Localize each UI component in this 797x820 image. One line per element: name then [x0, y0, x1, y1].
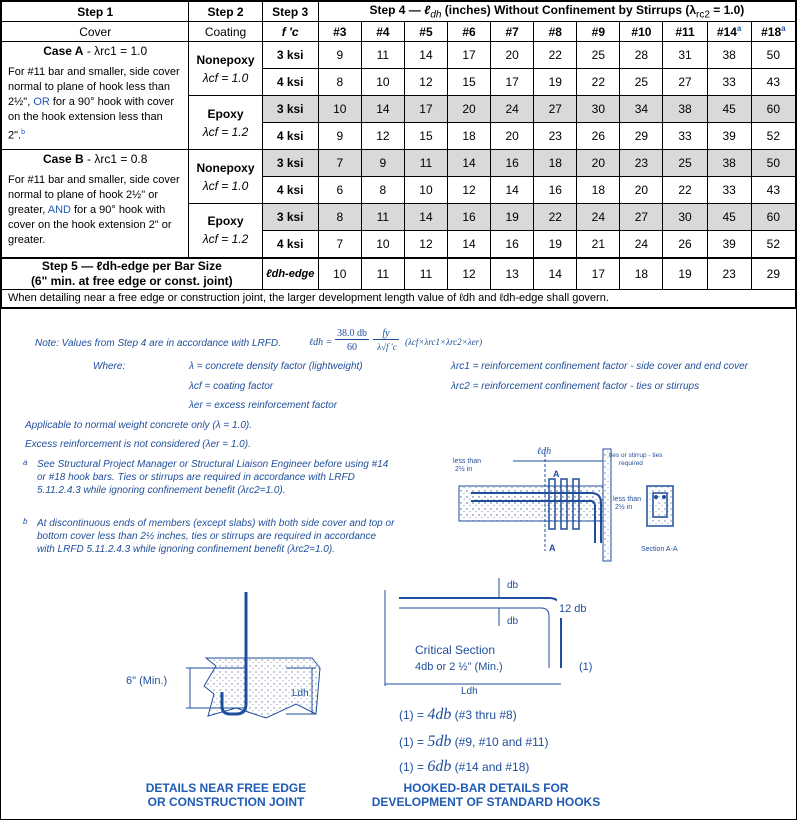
less-than-label: less than [453, 458, 482, 465]
lambda-rc2-def: λrc2 = reinforcement confinement factor - ties or stirrups [451, 381, 700, 392]
value-cell: 12 [361, 123, 404, 150]
value-cell: 34 [620, 96, 663, 123]
value-cell: 7 [318, 150, 361, 177]
value-cell: 9 [361, 150, 404, 177]
value-cell: 17 [491, 69, 534, 96]
value-cell: 23 [620, 150, 663, 177]
edge-value-cell: 29 [751, 258, 795, 290]
value-cell: 18 [577, 177, 620, 204]
section-a-top: A [553, 469, 560, 479]
value-cell: 16 [491, 231, 534, 258]
value-cell: 12 [448, 177, 491, 204]
value-cell: 52 [751, 123, 795, 150]
value-cell: 10 [404, 177, 447, 204]
value-cell: 15 [448, 69, 491, 96]
less-than-value-2: 2½ in [615, 504, 633, 511]
value-cell: 9 [318, 123, 361, 150]
value-cell: 8 [318, 69, 361, 96]
footnote-a-mark: a [23, 458, 28, 467]
value-cell: 26 [663, 231, 707, 258]
bar-size-header: #11 [663, 22, 707, 42]
value-cell: 20 [491, 123, 534, 150]
bar-size-header: #14$^a$ [707, 22, 751, 42]
table-row [2, 42, 796, 69]
coating-epoxy: Epoxy λcf = 1.2 [189, 96, 262, 150]
fc-4ksi: 4 ksi [262, 177, 318, 204]
value-cell: 23 [534, 123, 577, 150]
ldh-label-right: Ldh [461, 686, 478, 696]
value-cell: 27 [663, 69, 707, 96]
govern-note-row [2, 290, 796, 308]
value-cell: 22 [663, 177, 707, 204]
footnote-a: See Structural Project Manager or Structural Liaison Engineer before using #14 or #18 hook bars. Ties or stirrups are required in accordance with LRFD 5.11.2.4.3 while ignoring confinement benefit (λrc2=1.0). [37, 459, 389, 496]
fc-3ksi: 3 ksi [262, 204, 318, 231]
coating-header: Coating [189, 22, 262, 42]
value-cell: 7 [318, 231, 361, 258]
lrfd-note: Note: Values from Step 4 are in accordance with LRFD. [35, 338, 281, 349]
table-row [2, 150, 796, 177]
value-cell: 11 [404, 150, 447, 177]
one-label: (1) [579, 661, 593, 673]
value-cell: 12 [404, 231, 447, 258]
value-cell: 17 [404, 96, 447, 123]
where-label: Where: [93, 361, 126, 372]
free-edge-diagram [116, 586, 336, 736]
development-length-table [1, 1, 796, 309]
standard-hook-title: HOOKED-BAR DETAILS FOR DEVELOPMENT OF STANDARD HOOKS [371, 781, 601, 809]
value-cell: 43 [751, 177, 795, 204]
value-cell: 25 [663, 150, 707, 177]
value-cell: 25 [620, 69, 663, 96]
value-cell: 8 [318, 204, 361, 231]
value-cell: 14 [491, 177, 534, 204]
value-cell: 39 [707, 231, 751, 258]
critical-section-label: Critical Section [415, 643, 496, 657]
bar-size-header: #7 [491, 22, 534, 42]
value-cell: 60 [751, 96, 795, 123]
edge-value-cell: 10 [318, 258, 361, 290]
value-cell: 16 [491, 150, 534, 177]
ldh-label-left: Ldh [292, 688, 309, 699]
four-db-label: 4db or 2 ½" (Min.) [415, 661, 503, 673]
value-cell: 15 [404, 123, 447, 150]
value-cell: 45 [707, 96, 751, 123]
bar-size-header: #5 [404, 22, 447, 42]
value-cell: 18 [534, 150, 577, 177]
standard-hook-diagram [379, 576, 599, 696]
value-cell: 14 [448, 231, 491, 258]
section-label: Section A-A [641, 546, 678, 553]
value-cell: 27 [620, 204, 663, 231]
coating-nonepoxy: Nonepoxy λcf = 1.0 [189, 42, 262, 96]
value-cell: 24 [620, 231, 663, 258]
fc-header: f ′c [262, 22, 318, 42]
db-label-1: db [507, 580, 519, 591]
value-cell: 22 [534, 204, 577, 231]
value-cell: 38 [663, 96, 707, 123]
less-than-label-2: less than [613, 496, 642, 503]
value-cell: 45 [707, 204, 751, 231]
step3-header: Step 3 [262, 2, 318, 22]
bar-size-header: #18$^a$ [751, 22, 795, 42]
value-cell: 39 [707, 123, 751, 150]
edge-value-cell: 12 [448, 258, 491, 290]
bar-size-header: #9 [577, 22, 620, 42]
fc-4ksi: 4 ksi [262, 69, 318, 96]
value-cell: 27 [534, 96, 577, 123]
cover-header: Cover [2, 22, 189, 42]
bar-size-header: #4 [361, 22, 404, 42]
fc-4ksi: 4 ksi [262, 231, 318, 258]
value-cell: 33 [663, 123, 707, 150]
fc-3ksi: 3 ksi [262, 96, 318, 123]
eq-1: (1) = 4db (#3 thru #8) [399, 706, 517, 723]
edge-value-cell: 11 [361, 258, 404, 290]
fc-4ksi: 4 ksi [262, 123, 318, 150]
value-cell: 14 [361, 96, 404, 123]
ties-label: ties or stirrup - ties [609, 452, 663, 459]
value-cell: 18 [448, 123, 491, 150]
fc-3ksi: 3 ksi [262, 42, 318, 69]
value-cell: 16 [448, 204, 491, 231]
free-edge-title: DETAILS NEAR FREE EDGE OR CONSTRUCTION JOINT [145, 781, 307, 809]
value-cell: 25 [577, 42, 620, 69]
value-cell: 30 [577, 96, 620, 123]
value-cell: 28 [620, 42, 663, 69]
value-cell: 43 [751, 69, 795, 96]
value-cell: 20 [448, 96, 491, 123]
value-cell: 19 [534, 69, 577, 96]
value-cell: 50 [751, 42, 795, 69]
value-cell: 19 [534, 231, 577, 258]
step5-row [2, 258, 796, 290]
value-cell: 20 [491, 42, 534, 69]
value-cell: 60 [751, 204, 795, 231]
value-cell: 26 [577, 123, 620, 150]
eq-2: (1) = 5db (#9, #10 and #11) [399, 733, 549, 750]
value-cell: 24 [491, 96, 534, 123]
step5-label: Step 5 — ℓdh-edge per Bar Size (6" min. at free edge or const. joint) [2, 258, 263, 290]
edge-value-cell: 11 [404, 258, 447, 290]
excess-reinf-note: Excess reinforcement is not considered (λer = 1.0). [25, 439, 251, 450]
value-cell: 10 [318, 96, 361, 123]
db-label-2: db [507, 616, 519, 627]
section-a-bottom: A [549, 543, 556, 553]
value-cell: 29 [620, 123, 663, 150]
edge-value-cell: 14 [534, 258, 577, 290]
lambda-cf-def: λcf = coating factor [189, 381, 274, 392]
coating-nonepoxy: Nonepoxy λcf = 1.0 [189, 150, 262, 204]
lambda-def: λ = concrete density factor (lightweight) [189, 361, 363, 372]
lambda-er-def: λer = excess reinforcement factor [189, 400, 338, 411]
value-cell: 22 [577, 69, 620, 96]
footnote-b-mark: b [23, 517, 28, 526]
eq-3: (1) = 6db (#14 and #18) [399, 758, 530, 775]
footnote-b: At discontinuous ends of members (except slabs) with both side cover and top or bottom cover less than 2½ inches, ties or stirrups are required in accordance with LRFD 5.11.2.4.3 while ignoring confinement benefit (λrc2=1.0). [37, 518, 395, 555]
case-b-cell: Case B - λrc1 = 0.8 For #11 bar and smaller, side cover normal to plane of hook 2½" or greater, AND for a 90° hook with cover on the hook extension 2" or greater. [2, 150, 189, 258]
ldh-formula: ℓdh = 38.0 db 60 fy λ√f ′c (λcf×λrc1×λrc2×λer) [309, 328, 483, 353]
value-cell: 6 [318, 177, 361, 204]
value-cell: 52 [751, 231, 795, 258]
value-cell: 21 [577, 231, 620, 258]
step1-header: Step 1 [2, 2, 189, 22]
twelve-db-label: 12 db [559, 603, 587, 615]
value-cell: 33 [707, 177, 751, 204]
bar-size-header: #8 [534, 22, 577, 42]
coating-epoxy: Epoxy λcf = 1.2 [189, 204, 262, 258]
less-than-value: 2½ in [455, 466, 473, 473]
case-a-cell: Case A - λrc1 = 1.0 For #11 bar and smaller, side cover normal to plane of hook less than 2½", OR for a 90° hook with cover on the hook extension less than 2".$^b$ [2, 42, 189, 150]
value-cell: 38 [707, 150, 751, 177]
value-cell: 11 [361, 42, 404, 69]
value-cell: 17 [448, 42, 491, 69]
bar-size-header: #6 [448, 22, 491, 42]
value-cell: 9 [318, 42, 361, 69]
edge-value-cell: 17 [577, 258, 620, 290]
value-cell: 16 [534, 177, 577, 204]
normal-weight-note: Applicable to normal weight concrete only (λ = 1.0). [25, 420, 252, 431]
six-inch-min-label: 6" (Min.) [126, 675, 168, 687]
bar-size-header: #10 [620, 22, 663, 42]
value-cell: 33 [707, 69, 751, 96]
value-cell: 30 [663, 204, 707, 231]
value-cell: 10 [361, 231, 404, 258]
value-cell: 10 [361, 69, 404, 96]
govern-note: When detailing near a free edge or construction joint, the larger development length value of ℓdh and ℓdh-edge shall govern. [2, 290, 796, 308]
hook-confinement-diagram [441, 441, 701, 566]
step5-symbol: ℓdh-edge [262, 258, 318, 290]
lambda-rc1-def: λrc1 = reinforcement confinement factor - side cover and end cover [451, 361, 749, 372]
edge-value-cell: 19 [663, 258, 707, 290]
value-cell: 50 [751, 150, 795, 177]
value-cell: 14 [448, 150, 491, 177]
value-cell: 14 [404, 42, 447, 69]
value-cell: 20 [577, 150, 620, 177]
edge-value-cell: 23 [707, 258, 751, 290]
value-cell: 31 [663, 42, 707, 69]
value-cell: 38 [707, 42, 751, 69]
ldh-label: ℓdh [537, 446, 552, 457]
bar-size-header: #3 [318, 22, 361, 42]
step2-header: Step 2 [189, 2, 262, 22]
edge-value-cell: 18 [620, 258, 663, 290]
step4-header: Step 4 — ℓ$_{dh}$ (inches) Without Confinement by Stirrups $(\lambda_{rc2} = 1.0)$ [318, 2, 795, 22]
value-cell: 22 [534, 42, 577, 69]
value-cell: 8 [361, 177, 404, 204]
value-cell: 12 [404, 69, 447, 96]
value-cell: 11 [361, 204, 404, 231]
value-cell: 14 [404, 204, 447, 231]
fc-3ksi: 3 ksi [262, 150, 318, 177]
value-cell: 19 [491, 204, 534, 231]
value-cell: 24 [577, 204, 620, 231]
edge-value-cell: 13 [491, 258, 534, 290]
value-cell: 20 [620, 177, 663, 204]
ties-required-label: required [619, 460, 643, 467]
